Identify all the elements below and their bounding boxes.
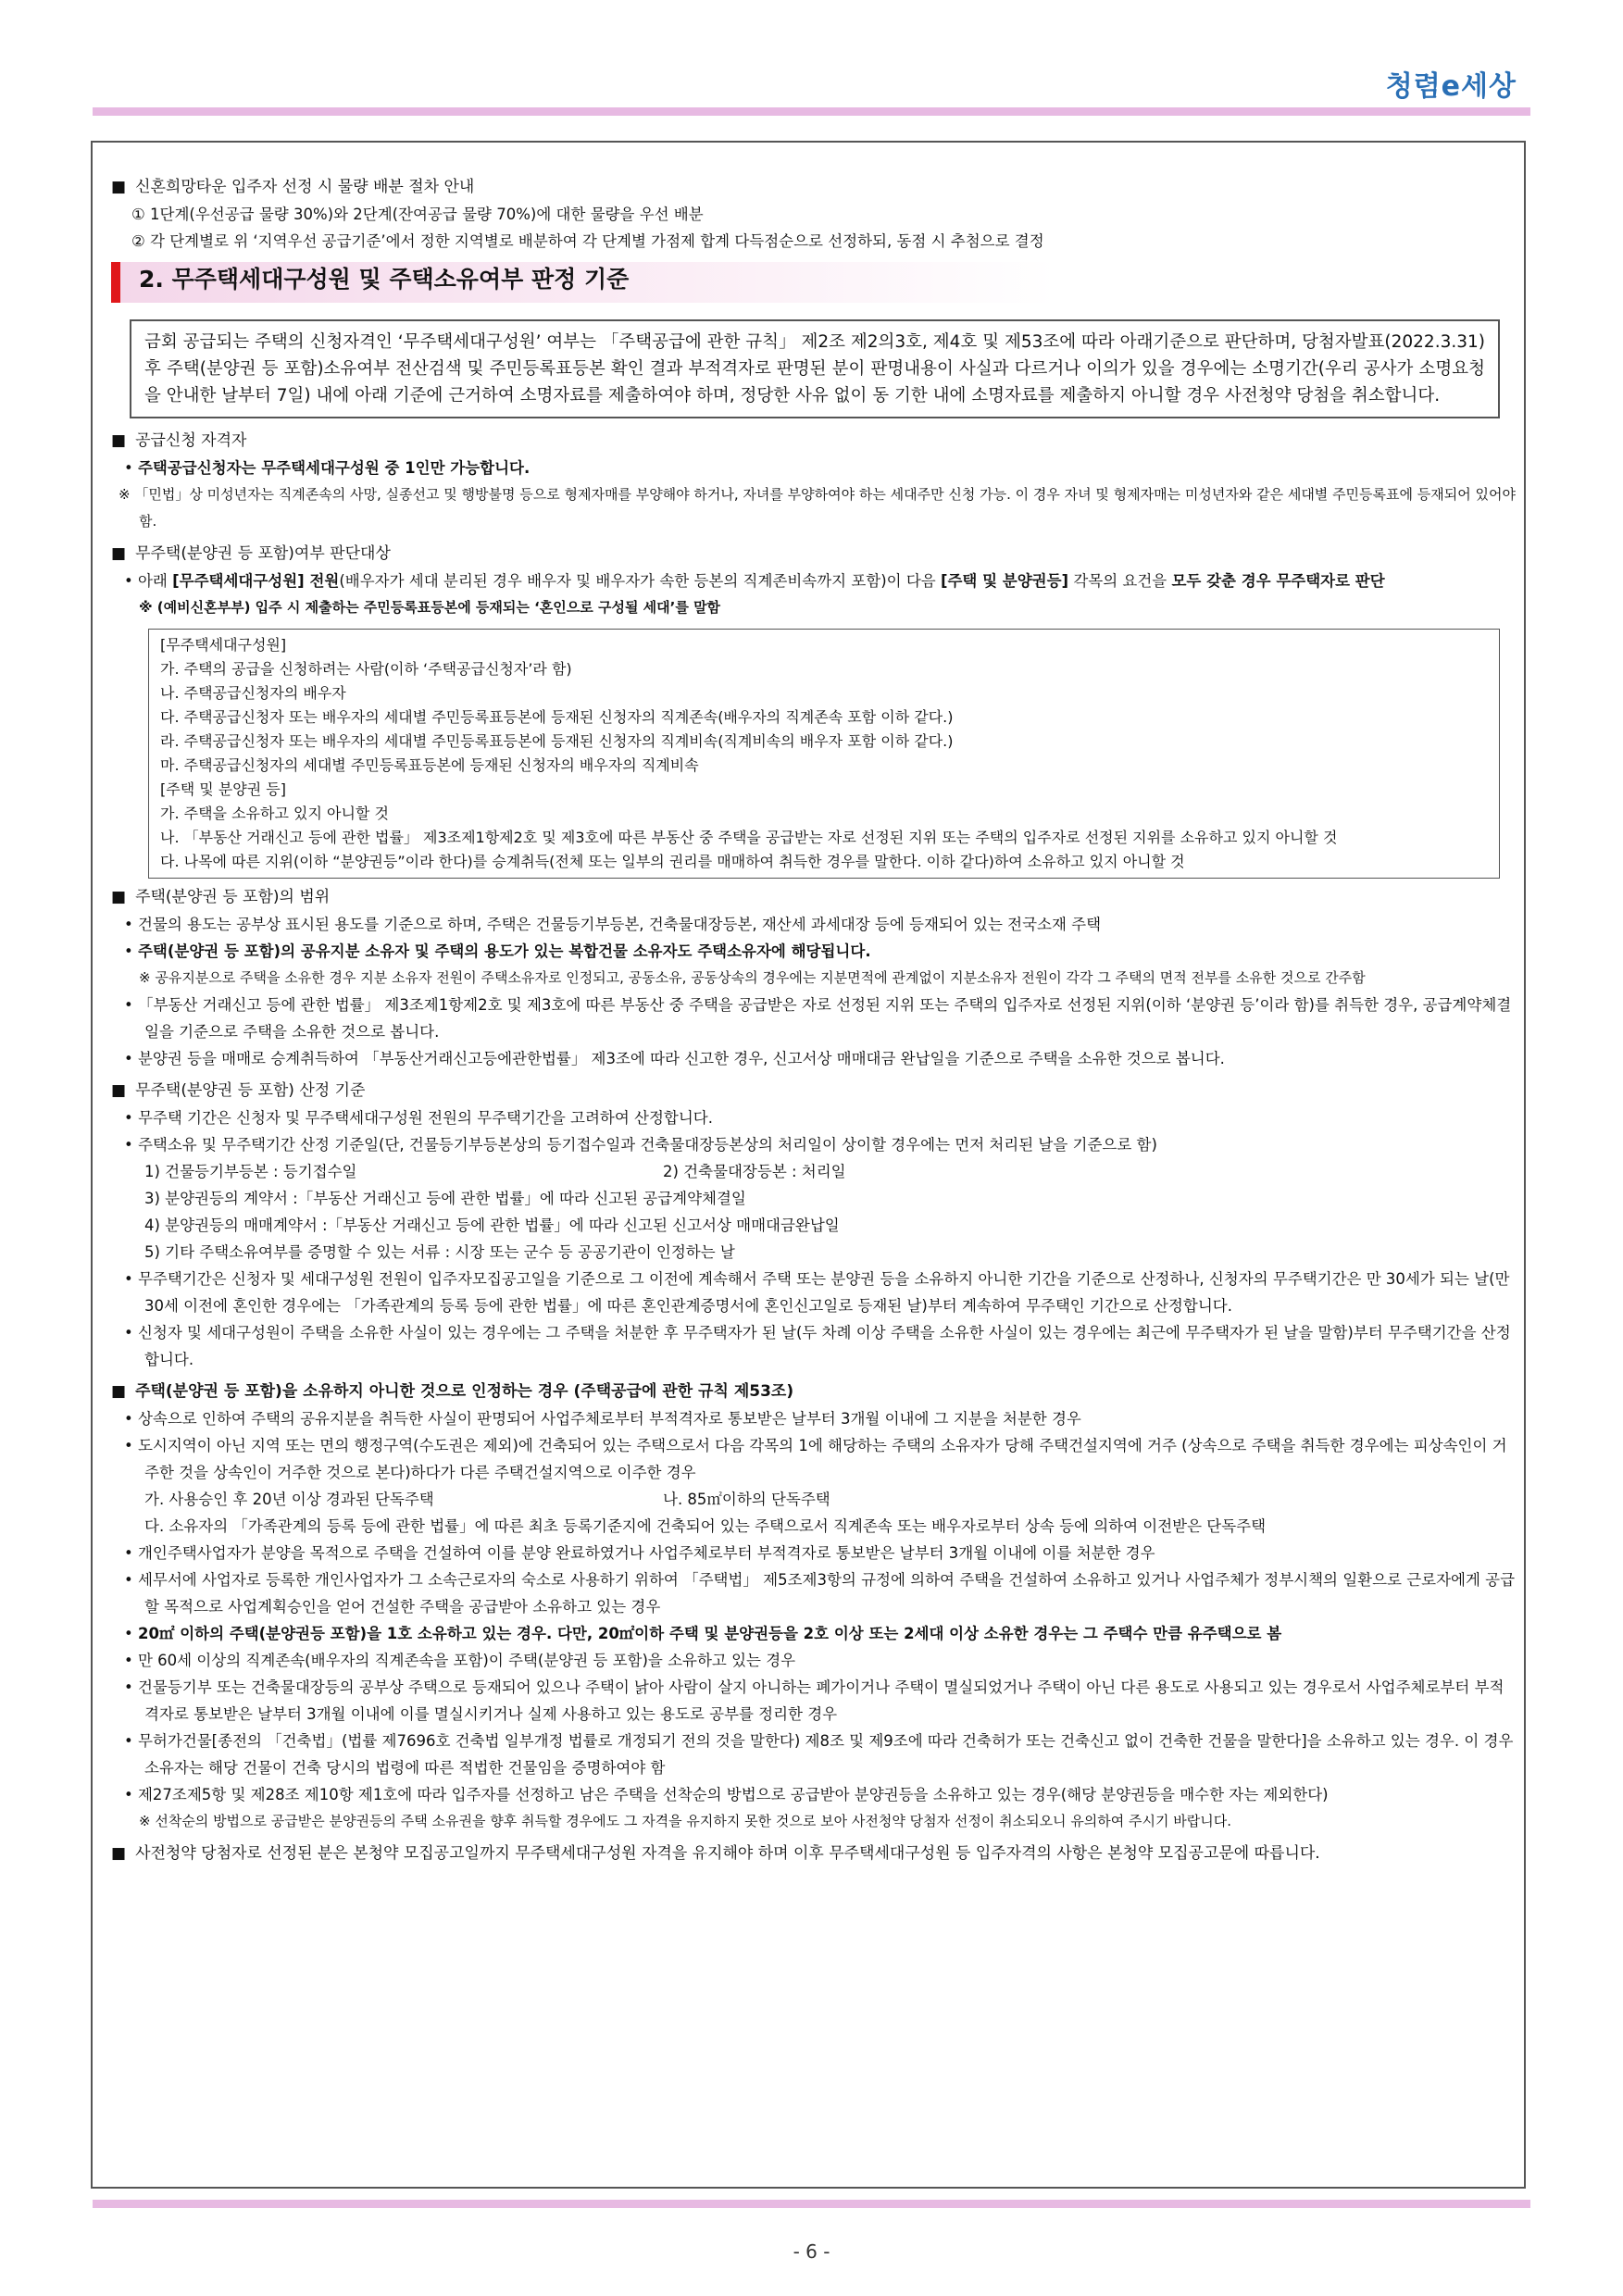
page-number: - 6 - (793, 2240, 830, 2263)
header-divider (93, 107, 1530, 116)
criteria-item: 다. 소유자의 「가족관계의 등록 등에 관한 법률」에 따른 최초 등록기준지에 건축되어 있는 주택으로서 직계존속 또는 배우자로부터 상속 등에 의하여 이전받은 단독주택 (144, 1517, 1267, 1535)
box-item: 라. 주택공급신청자 또는 배우자의 세대별 주민등록표등본에 등재된 신청자의 직계비속(직계비속의 배우자 포함 이하 같다.) (160, 732, 954, 750)
bullet-item: • 신청자 및 세대구성원이 주택을 소유한 사실이 있는 경우에는 그 주택을 처분한 후 무주택자가 된 날(두 차례 이상 주택을 소유한 사실이 있는 경우에는 최근에 무주택자가 된 날을 말함)부터 무주택기간을 산정합니다. (111, 1319, 1518, 1373)
criteria-row (111, 1158, 1518, 1185)
list-item: ② 각 단계별로 위 ‘지역우선 공급기준’에서 정한 지역별로 배분하여 각 단계별 가점제 합계 다득점순으로 선정하되, 동점 시 추첨으로 결정 (131, 232, 1044, 250)
note: ※ 「민법」상 미성년자는 직계존속의 사망, 실종선고 및 행방불명 등으로 형제자매를 부양해야 하거나, 자녀를 부양하여야 하는 세대주만 신청 가능. 이 경우 자녀 및 형제자매는 미성년자와 같은 세대별 주민등록표에 등재되어 있어야 함. (119, 486, 1516, 530)
note-text: ※ (예비신혼부부) 입주 시 제출하는 주민등록표등본에 등재되는 ‘혼인으로 구성될 세대’를 말함 (139, 599, 721, 616)
box-item: 다. 주택공급신청자 또는 배우자의 세대별 주민등록표등본에 등재된 신청자의 직계존속(배우자의 직계존속 포함 이하 같다.) (160, 708, 954, 726)
criteria-item: 나. 85㎡이하의 단독주택 (663, 1491, 830, 1508)
bullet-item (111, 455, 1518, 481)
box-item: 가. 주택을 소유하고 있지 아니할 것 (160, 805, 389, 822)
criteria-item: 3) 분양권등의 계약서 :「부동산 거래신고 등에 관한 법률」에 따라 신고된 공급계약체결일 (144, 1190, 746, 1207)
bullet-item: • 만 60세 이상의 직계존속(배우자의 직계존속을 포함)이 주택(분양권 등 포함)을 소유하고 있는 경우 (111, 1647, 1518, 1674)
bullet-item: • 「부동산 거래신고 등에 관한 법률」 제3조제1항제2호 및 제3호에 따른 부동산 중 주택을 공급받은 자로 선정된 지위 또는 주택의 입주자로 선정된 지위(이하 ‘분양권 등’이라 함)를 취득한 경우, 공급계약체결일을 기준으로 주택을 소유한 것으로 봅니다. (111, 992, 1518, 1045)
section-banner (111, 262, 1518, 303)
bullet-item: • 도시지역이 아닌 지역 또는 면의 행정구역(수도권은 제외)에 건축되어 있는 주택으로서 다음 각목의 1에 해당하는 주택의 소유자가 당해 주택건설지역에 거주 (상속으로 주택을 취득한 경우에는 피상속인이 거주한 것을 상속인이 거주한 것으로 본다)하다가 다른 주택건설지역으로 이주한 경우 (111, 1432, 1518, 1486)
section-heading: ■ 공급신청 자격자 (111, 428, 1518, 455)
bullet-strong: 모두 갖춘 경우 무주택자로 판단 (1171, 572, 1385, 590)
banner-accent (111, 262, 120, 303)
bullet-item: • 제27조제5항 및 제28조 제10항 제1호에 따라 입주자를 선정하고 남은 주택을 선착순의 방법으로 공급받아 분양권등을 소유하고 있는 경우(해당 분양권등을 매수한 자는 제외한다) (111, 1781, 1518, 1808)
criteria-item: 5) 기타 주택소유여부를 증명할 수 있는 서류 : 시장 또는 군수 등 공공기관이 인정하는 날 (144, 1243, 735, 1261)
definition-box (148, 629, 1500, 879)
note (111, 594, 1518, 621)
logo (1386, 63, 1517, 104)
bullet-item: • 분양권 등을 매매로 승계취득하여 「부동산거래신고등에관한법률」 제3조에 따라 신고한 경우, 신고서상 매매대금 완납일을 기준으로 주택을 소유한 것으로 봅니다. (111, 1045, 1518, 1072)
box-item: 나. 「부동산 거래신고 등에 관한 법률」 제3조제1항제2호 및 제3호에 따른 부동산 중 주택을 공급받는 자로 선정된 지위 또는 주택의 입주자로 선정된 지위를 소유하고 있지 아니할 것 (160, 829, 1338, 846)
bullet-strong: [무주택세대구성원] 전원 (172, 572, 340, 590)
criteria-row (111, 1486, 1518, 1513)
section-heading: ■ 주택(분양권 등 포함)의 범위 (111, 884, 1518, 911)
bullet-item: • 건물등기부 또는 건축물대장등의 공부상 주택으로 등재되어 있으나 주택이 낡아 사람이 살지 아니하는 폐가이거나 주택이 멸실되었거나 주택이 아닌 다른 용도로 사용되고 있는 경우로서 사업주체로부터 부적격자로 통보받은 날부터 3개월 이내에 이를 멸실시키거나 실제 사용하고 있는 용도로 공부를 정리한 경우 (111, 1674, 1518, 1728)
section-heading: ■ 무주택(분양권 등 포함)여부 판단대상 (111, 541, 1518, 568)
bullet-item: • 주택소유 및 무주택기간 산정 기준일(단, 건물등기부등본상의 등기접수일과 건축물대장등본상의 처리일이 상이할 경우에는 먼저 처리된 날을 기준으로 함) (111, 1131, 1518, 1158)
bullet-strong: [주택 및 분양권등] (940, 572, 1069, 590)
bullet-text: 주택공급신청자는 무주택세대구성원 중 1인만 가능합니다. (137, 459, 531, 477)
box-heading: [주택 및 분양권 등] (160, 780, 286, 798)
bullet-item: • 개인주택사업자가 분양을 목적으로 주택을 건설하여 이를 분양 완료하였거나 사업주체로부터 부적격자로 통보받은 날부터 3개월 이내에 이를 처분한 경우 (111, 1540, 1518, 1566)
section-heading: ■ 무주택(분양권 등 포함) 산정 기준 (111, 1078, 1518, 1104)
bullet-text: 20㎡ 이하의 주택(분양권등 포함)을 1호 소유하고 있는 경우. 다만, 20㎡이하 주택 및 분양권등을 2호 이상 또는 2세대 이상 소유한 경우는 그 주택수 만큼 유주택으로 봄 (137, 1625, 1282, 1642)
bullet-item (111, 1620, 1518, 1647)
criteria-item: 1) 건물등기부등본 : 등기접수일 (144, 1163, 357, 1180)
box-heading: [무주택세대구성원] (160, 636, 287, 654)
box-item: 가. 주택의 공급을 신청하려는 사람(이하 ‘주택공급신청자’라 함) (160, 660, 572, 678)
criteria-item: 가. 사용승인 후 20년 이상 경과된 단독주택 (144, 1491, 434, 1508)
footer-divider (93, 2200, 1530, 2208)
banner-title: 2. 무주택세대구성원 및 주택소유여부 판정 기준 (139, 266, 630, 293)
intro-box: 금회 공급되는 주택의 신청자격인 ‘무주택세대구성원’ 여부는 「주택공급에 관한 규칙」 제2조 제2의3호, 제4호 및 제53조에 따라 아래기준으로 판단하며, 당첨자발표(2022.3.31) 후 주택(분양권 등 포함)소유여부 전산검색 및 주민등록표등본 확인 결과 부적격자로 판명된 분이 판명내용이 사실과 다르거나 이의가 있을 경우에는 소명기간(우리 공사가 소명요청을 안내한 날부터 7일) 내에 아래 기준에 근거하여 소명자료를 제출하여야 하며, 정당한 사유 없이 동 기한 내에 소명자료를 제출하지 아니할 경우 사전청약 당첨을 취소합니다. (130, 319, 1500, 418)
bullet-item: • 상속으로 인하여 주택의 공유지분을 취득한 사실이 판명되어 사업주체로부터 부적격자로 통보받은 날부터 3개월 이내에 그 지분을 처분한 경우 (111, 1405, 1518, 1432)
criteria-item: 4) 분양권등의 매매계약서 :「부동산 거래신고 등에 관한 법률」에 따라 신고된 신고서상 매매대금완납일 (144, 1217, 840, 1234)
section-heading (111, 1379, 1518, 1405)
bullet-item: • 세무서에 사업자로 등록한 개인사업자가 그 소속근로자의 숙소로 사용하기 위하여 「주택법」 제5조제3항의 규정에 의하여 주택을 건설하여 소유하고 있거나 사업주체가 정부시책의 일환으로 근로자에게 공급할 목적으로 사업계획승인을 얻어 건설한 주택을 공급받아 소유하고 있는 경우 (111, 1566, 1518, 1620)
section-heading: ■ 신혼희망타운 입주자 선정 시 물량 배분 절차 안내 (111, 174, 1518, 201)
section-heading-text: 주택(분양권 등 포함)을 소유하지 아니한 것으로 인정하는 경우 (주택공급에 관한 규칙 제53조) (135, 1382, 794, 1401)
box-item: 마. 주택공급신청자의 세대별 주민등록표등본에 등재된 신청자의 배우자의 직계비속 (160, 756, 699, 774)
bullet-item (111, 568, 1518, 594)
list-item: ① 1단계(우선공급 물량 30%)와 2단계(잔여공급 물량 70%)에 대한 물량을 우선 배분 (131, 206, 704, 223)
note: ※ 공유지분으로 주택을 소유한 경우 지분 소유자 전원이 주택소유자로 인정되고, 공동소유, 공동상속의 경우에는 지분면적에 관계없이 지분소유자 전원이 각각 그 주택의 면적 전부를 소유한 것으로 간주함 (139, 969, 1366, 986)
box-item: 나. 주택공급신청자의 배우자 (160, 684, 346, 702)
bullet-text: 각목의 요건을 (1068, 572, 1172, 590)
logo-text: 청렴e세상 (1385, 70, 1517, 103)
bullet-item: • 무허가건물[종전의 「건축법」(법률 제7696호 건축법 일부개정 법률로 개정되기 전의 것을 말한다) 제8조 및 제9조에 따라 건축허가 또는 건축신고 없이 건축한 건물을 말한다]을 소유하고 있는 경우. 이 경우 소유자는 해당 건물이 건축 당시의 법령에 따른 적법한 건물임을 증명하여야 함 (111, 1728, 1518, 1781)
bullet-item (111, 938, 1518, 965)
bullet-item: • 무주택기간은 신청자 및 세대구성원 전원이 입주자모집공고일을 기준으로 그 이전에 계속해서 주택 또는 분양권 등을 소유하지 아니한 기간을 기준으로 산정하나, 신청자의 무주택기간은 만 30세가 되는 날(만30세 이전에 혼인한 경우에는 「가족관계의 등록 등에 관한 법률」에 따른 혼인관계증명서에 혼인신고일로 등재된 날)부터 계속하여 무주택인 기간으로 산정합니다. (111, 1266, 1518, 1319)
bullet-text: 주택(분양권 등 포함)의 공유지분 소유자 및 주택의 용도가 있는 복합건물 소유자도 주택소유자에 해당됩니다. (137, 942, 871, 960)
bullet-text: (배우자가 세대 분리된 경우 배우자 및 배우자가 속한 등본의 직계존비속까지 포함)이 다음 (339, 572, 941, 590)
bullet-item: • 건물의 용도는 공부상 표시된 용도를 기준으로 하며, 주택은 건물등기부등본, 건축물대장등본, 재산세 과세대장 등에 등재되어 있는 전국소재 주택 (111, 911, 1518, 938)
main-content (111, 168, 1518, 1867)
criteria-item: 2) 건축물대장등본 : 처리일 (663, 1163, 846, 1180)
section-heading: ■ 사전청약 당첨자로 선정된 분은 본청약 모집공고일까지 무주택세대구성원 자격을 유지해야 하며 이후 무주택세대구성원 등 입주자격의 사항은 본청약 모집공고문에 따릅니다. (111, 1841, 1518, 1867)
bullet-text: 아래 (137, 572, 173, 590)
note: ※ 선착순의 방법으로 공급받은 분양권등의 주택 소유권을 향후 취득할 경우에도 그 자격을 유지하지 못한 것으로 보아 사전청약 당첨자 선정이 취소되오니 유의하여 주시기 바랍니다. (139, 1813, 1232, 1829)
box-item: 다. 나목에 따른 지위(이하 “분양권등”이라 한다)를 승계취득(전체 또는 일부의 권리를 매매하여 취득한 경우를 말한다. 이하 같다)하여 소유하고 있지 아니할 것 (160, 853, 1185, 870)
bullet-item: • 무주택 기간은 신청자 및 무주택세대구성원 전원의 무주택기간을 고려하여 산정합니다. (111, 1104, 1518, 1131)
